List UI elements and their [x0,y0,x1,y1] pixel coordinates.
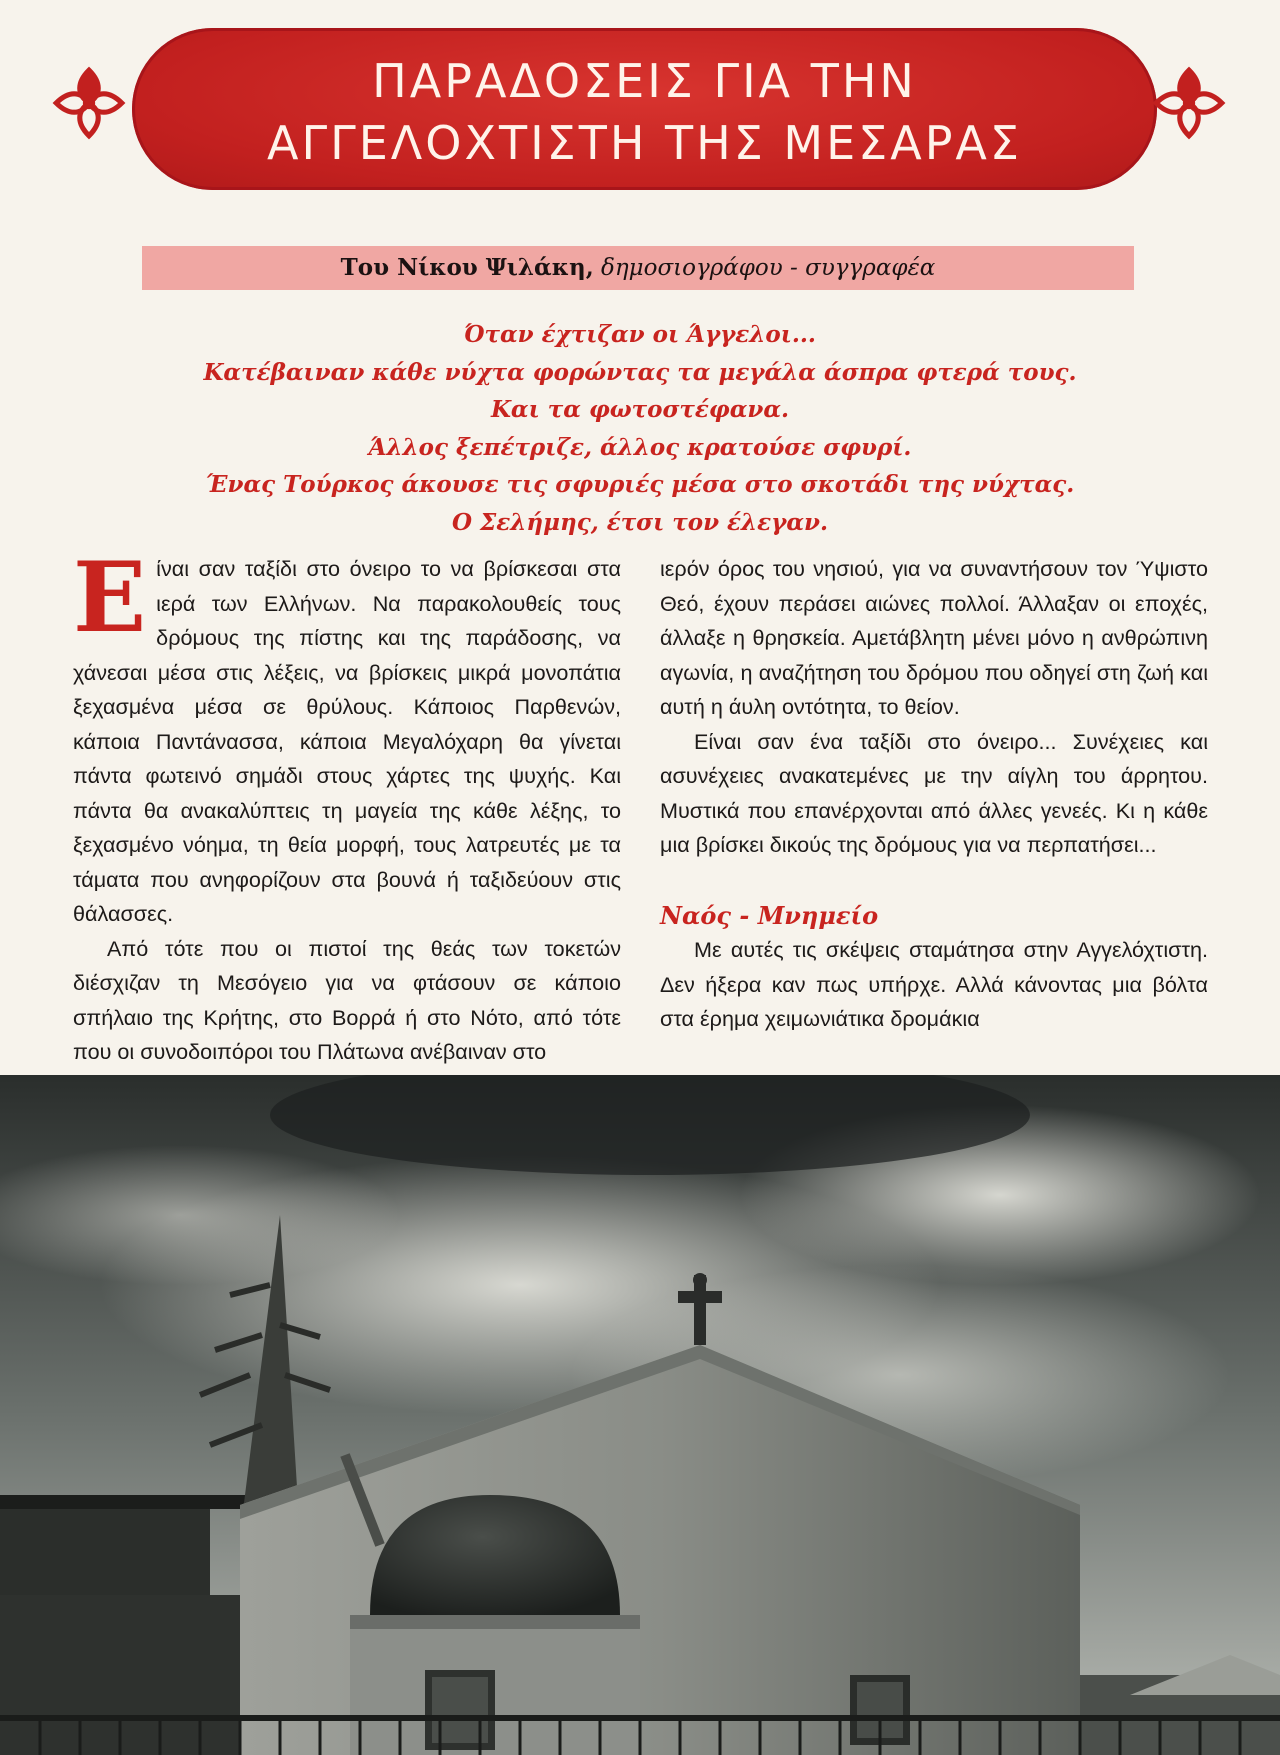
title-line-1: ΠΑΡΑΔΟΣΕΙΣ ΓΙΑ ΤΗΝ [372,54,917,108]
poem-line: Και τα φωτοστέφανα. [490,396,790,423]
article-paragraph [73,541,621,932]
church-photo [0,1075,1280,1755]
floral-ornament-icon [48,62,130,144]
article-paragraph: Από τότε που οι πιστοί της θεάς των τοκετών διέσχιζαν τη Μεσόγειο για να φτάσουν σε κάποιο σπήλαιο της Κρήτης, στο Βορρά ή στο Νότο, από τότε που οι συνοδοιπόροι του Πλάτωνα ανέβαιναν στο [73,935,621,1064]
paragraph-text: ίναι σαν ταξίδι στο όνειρο το να βρίσκεσαι στα ιερά των Ελλήνων. Να παρακολουθείς τους δρόμους της πίστης και της παράδοσης, να χάνεσαι μέσα στις λέξεις, να βρίσκεις μικρά μονοπάτια ξεχασμένα μέσα σε θρύλους. Κάποιος Παρθενών, κάποια Παντάνασσα, κάποια Μεγαλόχαρη θα γίνεται πάντα φωτεινό σημάδι στους χάρτες της ψυχής. Και πάντα θα ανακαλύπτεις τη μαγεία της κάθε λέξης, το ξεχασμένο νόημα, τη θεία μορφή, τους λατρευτές με τα τάματα που ανηφορίζουν στα βουνά ή ταξιδεύουν στις θάλασσες. [73,556,621,926]
floral-ornament-icon [1148,62,1230,144]
article-paragraph: Είναι σαν ένα ταξίδι στο όνειρο... Συνέχειες και ασυνέχειες ανακατεμένες με την αίγλη του άρρητου. Μυστικά που επανέρχονται από άλλες γενεές. Κι η κάθε μια βρίσκει δικούς της δρόμους για να περπατήσει... [660,728,1208,857]
author-role: δημοσιογράφου - συγγραφέα [601,255,936,281]
page-title [132,50,1157,174]
poem-line: Ένας Τούρκος άκουσε τις σφυριές μέσα στο σκοτάδι της νύχτας. [205,471,1075,498]
poem-line: Κατέβαιναν κάθε νύχτα φορώντας τα μεγάλα άσπρα φτερά τους. [203,358,1077,386]
section-heading: Ναός - Μνημείο [660,900,879,930]
byline [142,246,1134,290]
author-name: Του Νίκου Ψιλάκη, [340,254,594,281]
title-banner [132,28,1157,190]
title-line-2: ΑΓΓΕΛΟΧΤΙΣΤΗ ΤΗΣ ΜΕΣΑΡΑΣ [267,116,1022,170]
poem-line: Όταν έχτιζαν οι Άγγελοι... [464,321,816,348]
poem-line: Ο Σελήμης, έτσι τον έλεγαν. [452,508,828,536]
intro-poem [180,316,1100,541]
article-column-right [660,552,1208,1037]
drop-cap: Ε [73,541,147,654]
poem-line: Άλλος ξεπέτριζε, άλλος κρατούσε σφυρί. [368,433,912,461]
article-paragraph: Με αυτές τις σκέψεις σταμάτησα στην Αγγελόχτιστη. Δεν ήξερα καν πως υπήρχε. Αλλά κάνοντας μια βόλτα στα έρημα χειμωνιάτικα δρομάκια [660,937,1208,1031]
article-column-left [73,541,621,1070]
article-paragraph: ιερόν όρος του νησιού, για να συναντήσουν τον Ύψιστο Θεό, έχουν περάσει αιώνες πολλοί. Άλλαξαν οι εποχές, άλλαξε η θρησκεία. Αμετάβλητη μένει μόνο η ανθρώπινη αγωνία, η αναζήτηση του δρόμου που οδηγεί στη ζωή και αυτή η άυλη οντότητα, το θείον. [660,556,1208,719]
